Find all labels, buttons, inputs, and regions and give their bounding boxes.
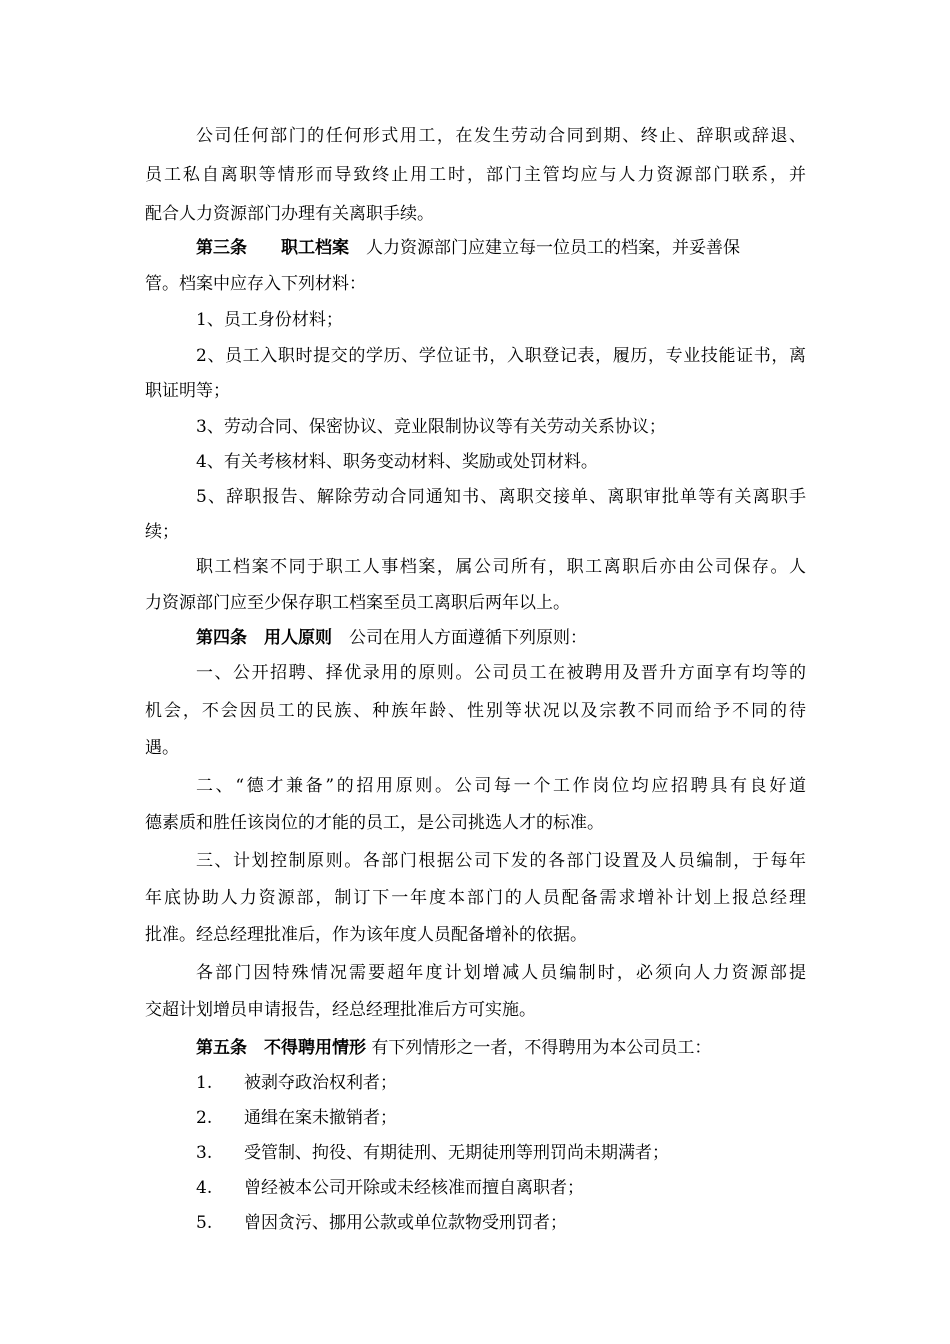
list-item: 3、劳动合同、保密协议、竞业限制协议等有关劳动关系协议； <box>196 417 666 437</box>
list-item: 1、员工身份材料； <box>196 310 343 330</box>
paragraph-line: 续； <box>145 522 179 542</box>
numbered-item: 4. 曾经被本公司开除或未经核准而擅自离职者； <box>196 1178 584 1198</box>
paragraph-line: 二、“德才兼备”的招用原则。公司每一个工作岗位均应招聘具有良好道 <box>196 776 806 796</box>
numbered-item: 2. 通缉在案未撤销者； <box>196 1108 397 1128</box>
paragraph-line: 配合人力资源部门办理有关离职手续。 <box>145 204 434 224</box>
article-4-heading: 第四条 用人原则 <box>196 628 332 648</box>
paragraph-line: 三、计划控制原则。各部门根据公司下发的各部门设置及人员编制，于每年 <box>196 851 806 871</box>
article-3-line: 第三条 职工档案 人力资源部门应建立每一位员工的档案，并妥善保 <box>196 238 740 258</box>
paragraph-line: 职工档案不同于职工人事档案，属公司所有，职工离职后亦由公司保存。人 <box>196 557 806 577</box>
numbered-item: 1. 被剥夺政治权利者； <box>196 1073 397 1093</box>
paragraph-line: 遇。 <box>145 738 179 758</box>
list-item: 2、员工入职时提交的学历、学位证书，入职登记表，履历，专业技能证书，离 <box>196 346 806 366</box>
paragraph-line: 批准。经总经理批准后，作为该年度人员配备增补的依据。 <box>145 925 587 945</box>
numbered-item: 5. 曾因贪污、挪用公款或单位款物受刑罚者； <box>196 1213 567 1233</box>
article-3-heading: 第三条 职工档案 <box>196 238 349 258</box>
paragraph-line: 年底协助人力资源部，制订下一年度本部门的人员配备需求增补计划上报总经理 <box>145 888 806 908</box>
paragraph-line: 各部门因特殊情况需要超年度计划增减人员编制时，必须向人力资源部提 <box>196 963 806 983</box>
list-item: 4、有关考核材料、职务变动材料、奖励或处罚材料。 <box>196 452 598 472</box>
paragraph-line: 德素质和胜任该岗位的才能的员工，是公司挑选人才的标准。 <box>145 813 604 833</box>
article-5-heading: 第五条 不得聘用情形 <box>196 1038 366 1058</box>
paragraph-line: 管。档案中应存入下列材料： <box>145 274 366 294</box>
paragraph-line: 员工私自离职等情形而导致终止用工时，部门主管均应与人力资源部门联系，并 <box>145 165 806 185</box>
paragraph-line: 职证明等； <box>145 381 230 401</box>
article-4-line: 第四条 用人原则 公司在用人方面遵循下列原则： <box>196 628 587 648</box>
paragraph-line: 交超计划增员申请报告，经总经理批准后方可实施。 <box>145 1000 536 1020</box>
numbered-item: 3. 受管制、拘役、有期徒刑、无期徒刑等刑罚尚未期满者； <box>196 1143 669 1163</box>
list-item: 5、辞职报告、解除劳动合同通知书、离职交接单、离职审批单等有关离职手 <box>196 487 806 507</box>
paragraph-line: 机会，不会因员工的民族、种族年龄、性别等状况以及宗教不同而给予不同的待 <box>145 701 806 721</box>
article-5-line: 第五条 不得聘用情形 有下列情形之一者，不得聘用为本公司员工： <box>196 1038 712 1058</box>
paragraph-line: 公司任何部门的任何形式用工，在发生劳动合同到期、终止、辞职或辞退、 <box>196 126 806 146</box>
paragraph-line: 力资源部门应至少保存职工档案至员工离职后两年以上。 <box>145 593 570 613</box>
paragraph-line: 一、公开招聘、择优录用的原则。公司员工在被聘用及晋升方面享有均等的 <box>196 663 806 683</box>
